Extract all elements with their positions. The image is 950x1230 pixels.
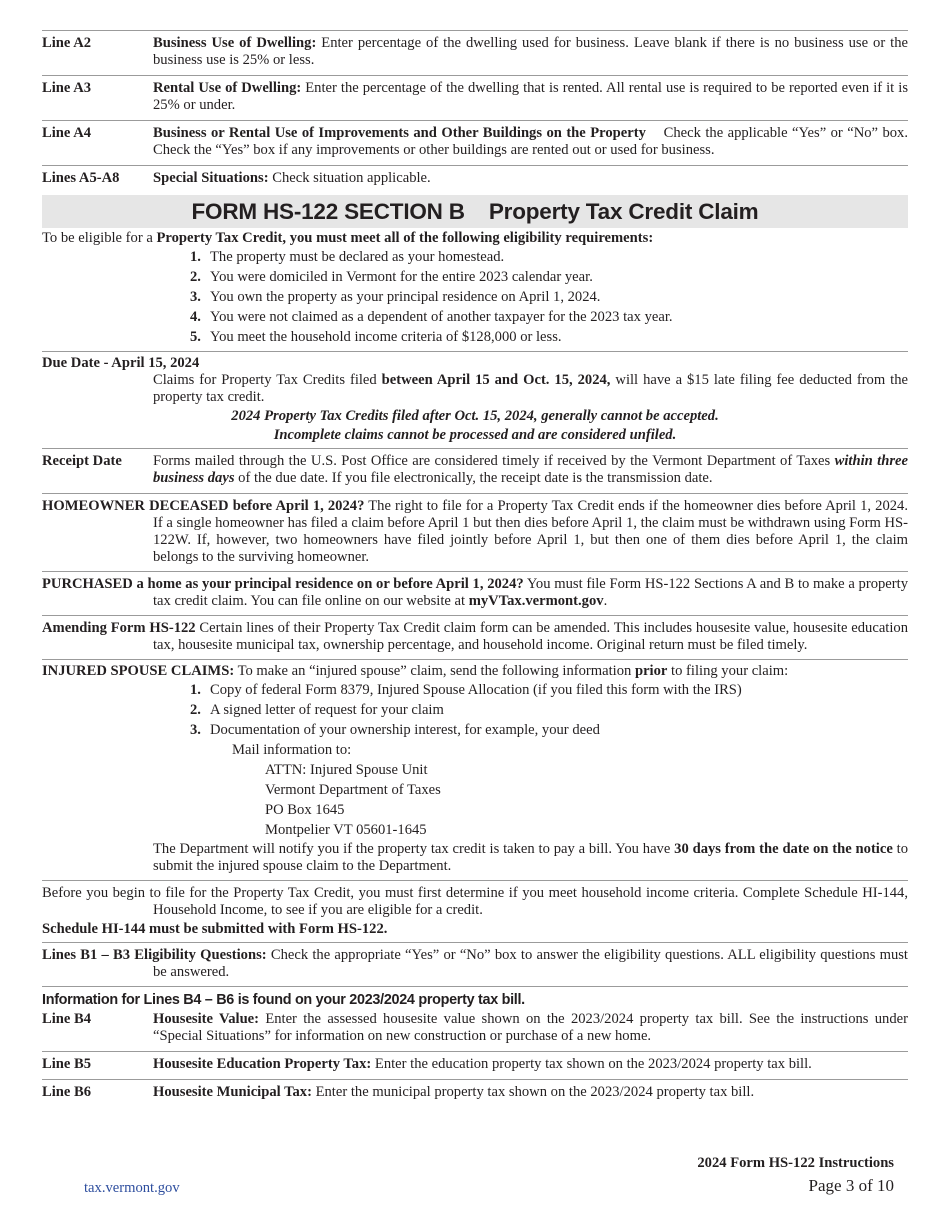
website-link[interactable]: tax.vermont.gov: [84, 1180, 180, 1196]
list-item: 3. Documentation of your ownership interest, for example, your deed: [190, 722, 600, 738]
list-item: 4. You were not claimed as a dependent of another taxpayer for the 2023 tax year.: [190, 309, 673, 325]
lines-b4-b6-heading: Information for Lines B4 – B6 is found on your 2023/2024 property tax bill.: [42, 992, 525, 1008]
injured-spouse-section: INJURED SPOUSE CLAIMS: To make an “injured spouse” claim, send the following information prior to filing your claim: 1. Copy of federal Form 8379, Injured Spouse Allocation (if you filed this form with the IRS) 2. A signed letter of request for your claim 3. Documentation of your ownership interest, for example, your deed Mail information to: ATTN: Injured Spouse Unit Vermont Department of Taxes PO Box 1645 Montpelier VT 05601-1645 The Department will notify you if the property tax credit is taken to pay a bill. You have 30 days from the date on the notice to submit the injured spouse claim to the Department.: [42, 663, 909, 874]
line-a4: Line A4 Business or Rental Use of Improvements and Other Buildings on the Property Check the applicable “Yes” or “No” box. Check the “Yes” box if any improvements or other buildings are rented out or used for business.: [42, 125, 916, 158]
household-income-note: Before you begin to file for the Property Tax Credit, you must first determine if you meet household income criteria. Complete Schedule HI-144, Household Income, to see if you are eligible for a credit. Schedule HI-144 must be submitted with Form HS-122.: [42, 885, 908, 937]
instructions-page: [42, 30, 916, 1107]
eligibility-section: To be eligible for a Property Tax Credit, you must meet all of the following eligibility requirements: 1. The property must be declared as your homestead. 2. You were domiciled in Vermont for the entire 2023 calendar year. 3. You own the property as your principal residence on April 1, 2024. 4. You were not claimed as a dependent of another taxpayer for the 2023 tax year. 5. You meet the household income criteria of $128,000 or less.: [42, 228, 908, 347]
amending-form: Amending Form HS-122 Certain lines of their Property Tax Credit claim form can be amended. This includes housesite value, housesite education tax, housesite municipal tax, ownership percentage, and household income. Original return must be filed timely.: [42, 620, 909, 653]
due-date-heading: Due Date - April 15, 2024: [42, 355, 200, 371]
list-item: 2. A signed letter of request for your claim: [190, 702, 444, 718]
footer-title: 2024 Form HS-122 Instructions: [697, 1155, 894, 1171]
line-b4: Line B4 Housesite Value: Enter the assessed housesite value shown on the 2023/2024 property tax bill. See the instructions under “Special Situations” for information on new construction or purchase of a new home.: [42, 1011, 908, 1044]
purchased-home: PURCHASED a home as your principal residence on or before April 1, 2024? You must file Form HS-122 Sections A and B to make a property tax credit claim. You can file online on our website at myVTax.vermont.gov.: [42, 576, 908, 609]
section-b-banner: FORM HS-122 SECTION B Property Tax Credit Claim: [42, 195, 908, 228]
due-date-section: Due Date - April 15, 2024 Claims for Property Tax Credits filed between April 15 and Oct. 15, 2024, will have a $15 late filing fee deducted from the property tax credit. 2024 Property Tax Credits filed after Oct. 15, 2024, generally cannot be accepted. Incomplete claims cannot be processed and are considered unfiled.: [42, 355, 908, 443]
injured-spouse-list: [42, 680, 908, 740]
list-item: 1. The property must be declared as your homestead.: [190, 249, 505, 265]
line-a2: Line A2 Business Use of Dwelling: Enter percentage of the dwelling used for business. Leave blank if there is no business use or the business use is 25% or less.: [42, 35, 908, 68]
list-item: 1. Copy of federal Form 8379, Injured Spouse Allocation (if you filed this form with the IRS): [190, 682, 742, 698]
line-b5: Line B5 Housesite Education Property Tax: Enter the education property tax shown on the 2023/2024 property tax bill.: [42, 1056, 812, 1072]
receipt-date: Receipt Date Forms mailed through the U.S. Post Office are considered timely if received by the Vermont Department of Taxes within three business days of the due date. If you file electronically, the receipt date is the transmission date.: [42, 453, 908, 486]
lines-b1-b3: Lines B1 – B3 Eligibility Questions: Check the appropriate “Yes” or “No” box to answer the eligibility questions. ALL eligibility questions must be answered.: [42, 947, 908, 980]
lines-a5-a8: Lines A5-A8 Special Situations: Check situation applicable.: [42, 170, 431, 186]
list-item: 2. You were domiciled in Vermont for the entire 2023 calendar year.: [190, 269, 593, 285]
page-number: Page 3 of 10: [808, 1176, 894, 1195]
list-item: 3. You own the property as your principal residence on April 1, 2024.: [190, 289, 601, 305]
list-item: 5. You meet the household income criteria of $128,000 or less.: [190, 329, 562, 345]
eligibility-list: [42, 247, 908, 347]
homeowner-deceased: HOMEOWNER DECEASED before April 1, 2024? The right to file for a Property Tax Credit ends if the homeowner dies before April 1, 2024. If a single homeowner has filed a claim before April 1 but then dies before April 1, the claim must be withdrawn using Form HS-122W. If, however, two homeowners have filed jointly before April 1, but then one of them dies before April 1, the claim belongs to the surviving homeowner.: [42, 498, 908, 565]
line-a3: Line A3 Rental Use of Dwelling: Enter the percentage of the dwelling that is rented. All rental use is required to be reported even if it is 25% or under.: [42, 80, 908, 113]
line-b6: Line B6 Housesite Municipal Tax: Enter the municipal property tax shown on the 2023/2024 property tax bill.: [42, 1084, 755, 1100]
